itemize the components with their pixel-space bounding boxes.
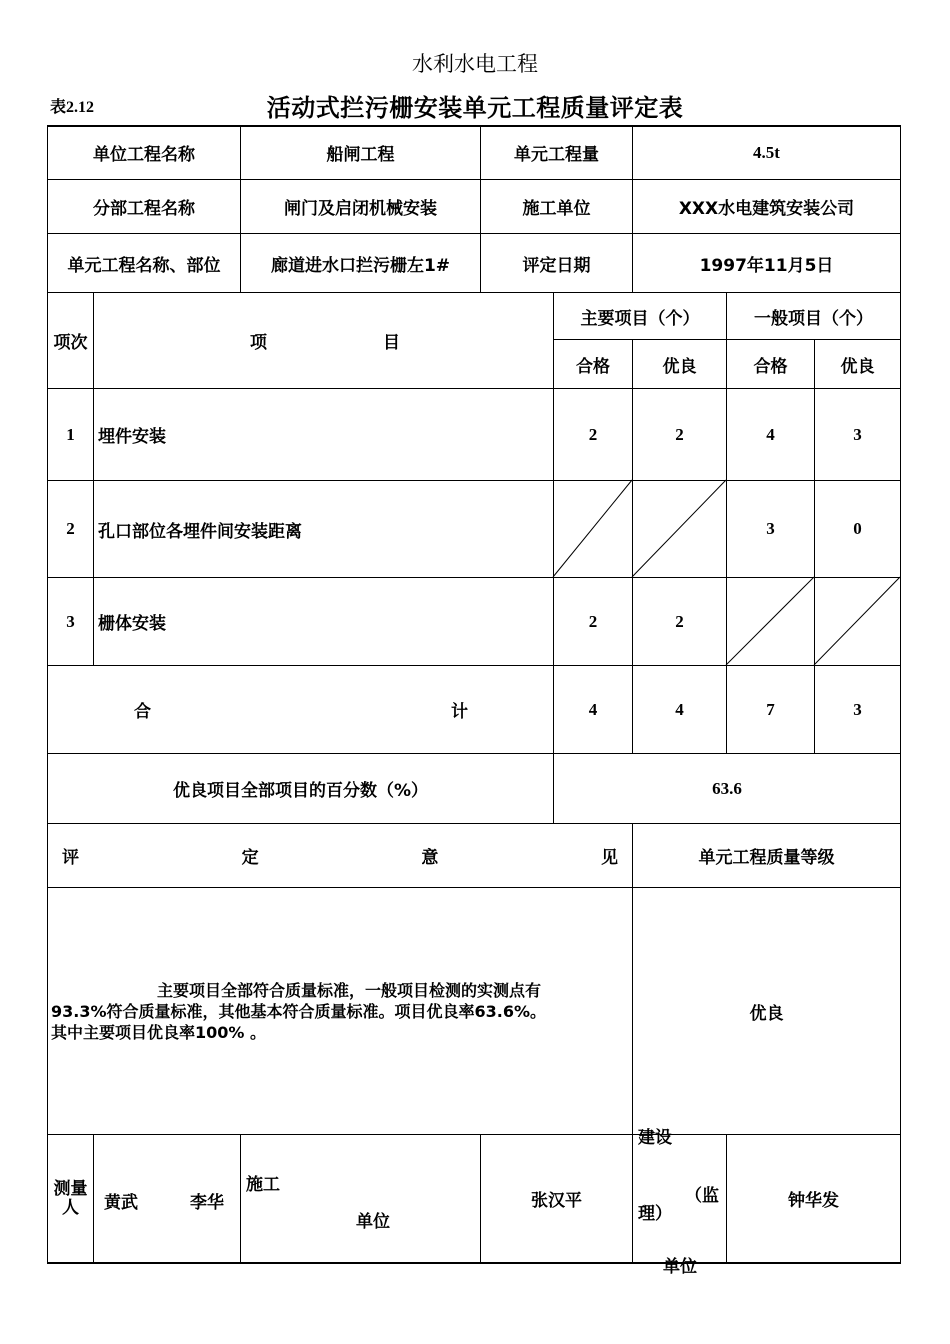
element-name-label: 单元工程名称、部位 xyxy=(67,255,221,276)
grade-label: 单元工程质量等级 xyxy=(698,848,835,868)
form-title: 活动式拦污栅安装单元工程质量评定表 xyxy=(266,94,684,122)
unit-project-label: 单位工程名称 xyxy=(93,145,195,165)
row-2-gen-pass: 3 xyxy=(766,519,775,538)
opinion-line-3: 其中主要项目优良率100% 。 xyxy=(51,1023,267,1042)
col-gen-pass: 合格 xyxy=(753,356,788,377)
na-slash-main-pass-row2 xyxy=(553,480,632,577)
total-main-pass: 4 xyxy=(588,699,598,719)
element-name-value: 廊道进水口拦污栅左1# xyxy=(270,255,451,276)
col-item-char-b: 目 xyxy=(383,333,400,353)
row-2-name: 孔口部位各埋件间安装距离 xyxy=(98,521,302,542)
row-3-main-exc: 2 xyxy=(675,611,684,631)
construction-person: 张汉平 xyxy=(531,1191,582,1211)
opinion-label xyxy=(62,824,618,887)
table-number: 表2.12 xyxy=(50,99,95,116)
na-slash-main-exc-row2 xyxy=(632,480,726,577)
row-1-main-pass: 2 xyxy=(588,424,598,444)
col-main-header: 主要项目（个） xyxy=(580,308,700,329)
contractor-value: XXX水电建筑安装公司 xyxy=(678,199,855,219)
contractor-label: 施工单位 xyxy=(522,199,591,219)
category-title: 水利水电工程 xyxy=(412,52,538,76)
opinion-line-1: 主要项目全部符合质量标准，一般项目检测的实测点有 xyxy=(157,981,542,1000)
total-gen-exc: 3 xyxy=(853,699,862,719)
opinion-char-2: 定 xyxy=(241,848,259,868)
row-2-no: 2 xyxy=(66,519,75,538)
opinion-text xyxy=(51,980,629,1043)
supervisor-label-2: （监 xyxy=(685,1186,719,1206)
supervisor-label-3: 理） xyxy=(638,1204,672,1224)
total-char-a: 合 xyxy=(134,702,151,722)
row-1-main-exc: 2 xyxy=(675,424,684,444)
percent-value: 63.6 xyxy=(712,778,742,798)
supervisor-label-1: 建设 xyxy=(638,1128,672,1148)
surveyor-2: 李华 xyxy=(190,1193,224,1213)
na-slash-gen-exc-row3 xyxy=(814,577,900,665)
total-char-b: 计 xyxy=(451,702,468,722)
row-3-name: 栅体安装 xyxy=(98,614,166,634)
row-1-gen-pass: 4 xyxy=(766,424,775,444)
supervisor-person: 钟华发 xyxy=(788,1191,839,1211)
col-general-header: 一般项目（个） xyxy=(754,308,873,329)
grade-value: 优良 xyxy=(749,1003,784,1024)
col-main-pass: 合格 xyxy=(576,356,610,377)
total-gen-pass: 7 xyxy=(766,699,775,719)
eval-date-value: 1997年11月5日 xyxy=(699,255,834,276)
division-value: 闸门及启闭机械安装 xyxy=(284,199,437,219)
unit-project-value: 船闸工程 xyxy=(326,145,395,165)
supervisor-label xyxy=(633,1128,726,1277)
row-1-gen-exc: 3 xyxy=(853,424,862,444)
supervisor-label-4: 单位 xyxy=(663,1257,697,1277)
construction-label-1: 施工 xyxy=(246,1175,280,1195)
col-main-excellent: 优良 xyxy=(662,356,697,377)
total-label xyxy=(134,666,468,753)
total-main-exc: 4 xyxy=(675,699,684,719)
row-1-no: 1 xyxy=(66,424,75,444)
surveyor-1: 黄武 xyxy=(104,1193,138,1213)
col-seq-header: 项次 xyxy=(53,333,88,353)
row-3-main-pass: 2 xyxy=(588,611,598,631)
row-1-name: 埋件安装 xyxy=(98,427,166,447)
division-label: 分部工程名称 xyxy=(93,199,195,219)
element-qty-label: 单元工程量 xyxy=(514,145,599,165)
opinion-line-2: 93.3%符合质量标准，其他基本符合质量标准。项目优良率63.6%。 xyxy=(51,1002,547,1021)
eval-date-label: 评定日期 xyxy=(522,255,591,276)
na-slash-gen-pass-row3 xyxy=(726,577,814,665)
row-3-no: 3 xyxy=(66,611,75,631)
opinion-char-3: 意 xyxy=(421,848,439,868)
construction-label-2: 单位 xyxy=(356,1212,390,1232)
surveyor-label: 测量 人 xyxy=(53,1179,88,1218)
opinion-char-4: 见 xyxy=(600,848,618,868)
element-qty-value: 4.5t xyxy=(753,142,780,162)
col-item-header xyxy=(250,293,400,388)
opinion-char-1: 评 xyxy=(62,848,79,868)
col-item-char-a: 项 xyxy=(250,333,267,353)
row-2-gen-exc: 0 xyxy=(853,519,862,538)
percent-label: 优良项目全部项目的百分数（%） xyxy=(172,781,429,801)
col-gen-excellent: 优良 xyxy=(840,356,875,377)
